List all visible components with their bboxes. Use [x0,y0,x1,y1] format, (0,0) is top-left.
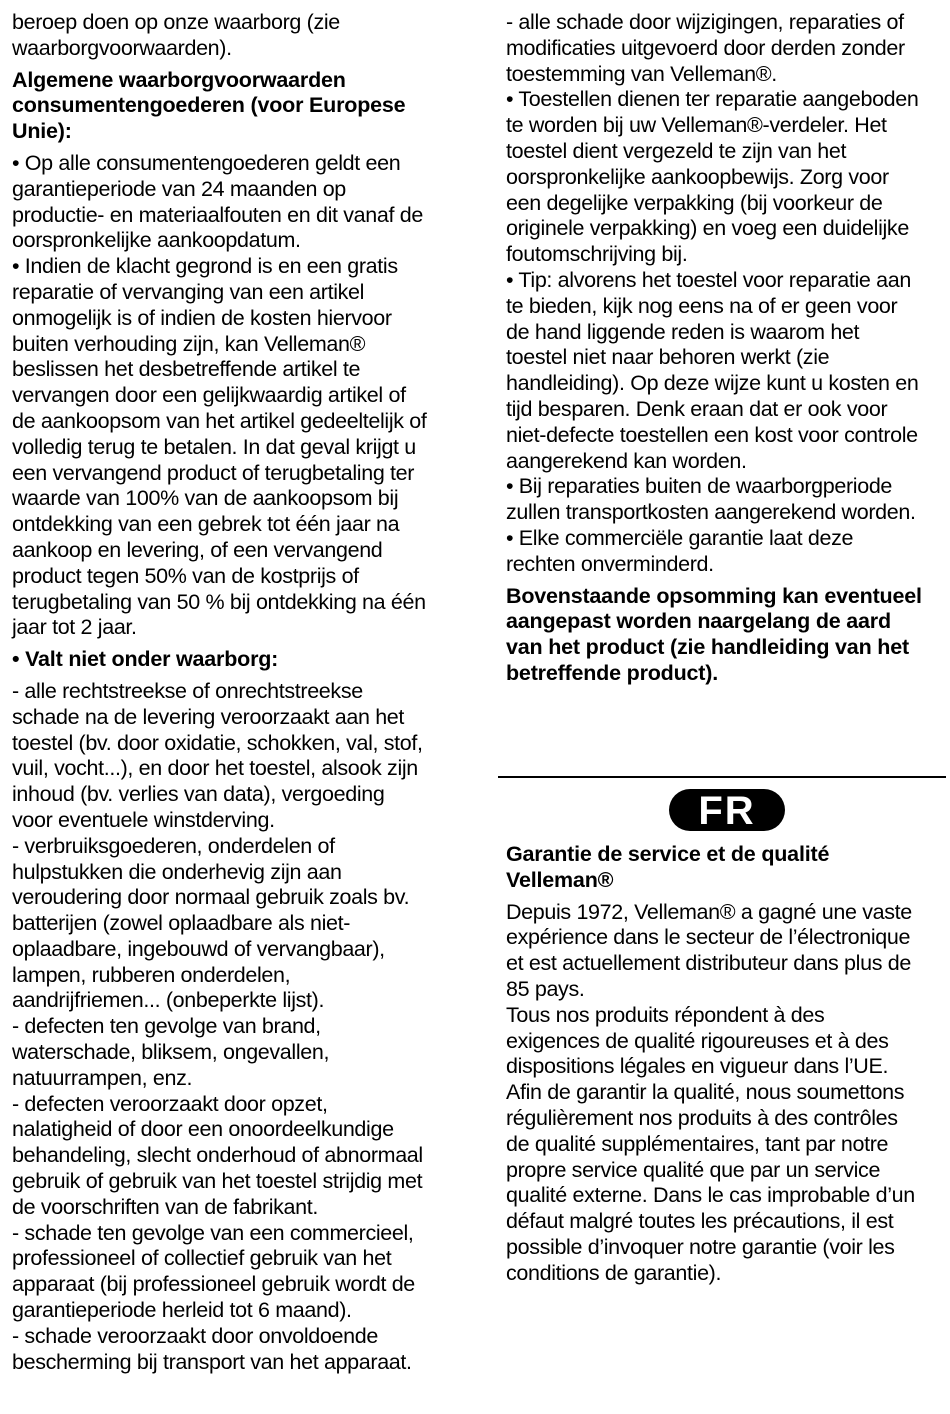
text-line: oplaadbare, ingebouwd of vervangbaar), [12,936,385,961]
heading-line: Velleman® [506,867,614,892]
text-line: bescherming bij transport van het apparaat. [12,1349,412,1374]
text-line: exigences de qualité rigoureuses et à des [506,1028,889,1053]
text-line: buiten verhouding zijn, kan Velleman® [12,331,366,356]
text-line: - verbruiksgoederen, onderdelen of [12,833,335,858]
text-line: productie- en materiaalfouten en dit vanaf de [12,202,423,227]
text-line: professioneel of collectief gebruik van het [12,1246,392,1271]
heading-line: Garantie de service et de qualité [506,842,830,866]
text-line: • Elke commerciële garantie laat deze [506,525,854,550]
text-line: vervangen door een gelijkwaardig artikel of [12,383,406,408]
text-line: régulièrement nos produits à des contrôles [506,1105,898,1130]
text-line: inhoud (bv. verlies van data), vergoeding [12,782,385,807]
text-line: zullen transportkosten aangerekend worden. [506,500,916,525]
text-line: et est actuellement distributeur dans plus de [506,951,911,976]
text-line: beroep doen op onze waarborg (zie [12,10,340,34]
heading-line: aangepast worden naargelang de aard [506,609,891,634]
text-line: gebruik of gebruik van het toestel strijdig met [12,1169,423,1194]
text-line: tijd besparen. Denk eraan dat er ook voor [506,396,888,421]
text-line: • Bij reparaties buiten de waarborgperiode [506,474,893,499]
text-line: oorspronkelijke aankoopdatum. [12,228,301,253]
text-line: lampen, rubberen onderdelen, [12,962,291,987]
text-line: schade na de levering veroorzaakt aan het [12,704,405,729]
text-line: - schade veroorzaakt door onvoldoende [12,1323,378,1348]
text-line: een degelijke verpakking (bij voorkeur de [506,190,883,215]
text-line: - alle rechtstreekse of onrechtstreekse [12,678,363,703]
text-line: niet-defecte toestellen een kost voor controle [506,422,918,447]
text-line: volledig terug te betalen. In dat geval krijgt u [12,434,416,459]
right-column [506,10,944,687]
text-line: - alle schade door wijzigingen, reparaties of [506,10,904,34]
text-line: de aankoopsom van het artikel gedeeltelijk of [12,408,427,433]
text-line: waarde van 100% van de aankoopsom bij [12,486,399,511]
heading-line: Algemene waarborgvoorwaarden [12,67,346,92]
text-line: • Toestellen dienen ter reparatie aangeboden [506,87,919,112]
text-line: modificaties uitgevoerd door derden zonder [506,35,905,60]
text-line: garantieperiode van 24 maanden op [12,176,346,201]
text-line: Depuis 1972, Velleman® a gagné une vaste [506,899,912,924]
text-line: défaut malgré toutes les précautions, il est [506,1209,894,1234]
text-line: - defecten veroorzaakt door opzet, [12,1091,328,1116]
text-line: garantieperiode herleid tot 6 maand). [12,1298,352,1323]
text-line: reparatie of vervanging van een artikel [12,279,365,304]
heading-line: betreffende product). [506,660,718,685]
text-line: originele verpakking) en voeg een duidelijke [506,216,909,241]
text-line: handleiding). Op deze wijze kunt u kosten en [506,371,919,396]
text-line: rechten onverminderd. [506,551,714,576]
text-line: oorspronkelijke aankoopbewijs. Zorg voor [506,164,889,189]
text-line: terugbetaling van 50 % bij ontdekking na één [12,589,426,614]
text-line: de qualité supplémentaires, tant par notre [506,1131,889,1156]
text-line: onmogelijk is of indien de kosten hiervoor [12,305,392,330]
text-line: aankoop en levering, of een vervangend [12,537,383,562]
fr-badge-label: FR [698,789,756,832]
text-line: toestemming van Velleman®. [506,61,777,86]
text-line: conditions de garantie). [506,1260,722,1285]
heading-line: consumentengoederen (voor Europese [12,93,406,118]
text-line: dispositions légales en vigueur dans l’UE. [506,1054,889,1079]
text-line: Afin de garantir la qualité, nous soumettons [506,1080,905,1105]
text-line: de hand liggende reden is waarom het [506,319,860,344]
text-line: te bieden, kijk nog eens na of er geen voor [506,293,898,318]
text-line: de voorschriften van de fabrikant. [12,1194,319,1219]
text-line: jaar tot 2 jaar. [12,615,137,640]
text-line: 85 pays. [506,976,585,1001]
heading-line: • Valt niet onder waarborg: [12,647,279,672]
text-line: hulpstukken die onderhevig zijn aan [12,859,342,884]
text-line: natuurrampen, enz. [12,1065,193,1090]
text-line: propre service qualité que par un service [506,1157,881,1182]
heading-line: van het product (zie handleiding van het [506,635,909,660]
text-line: ontdekking van een gebrek tot één jaar na [12,512,400,537]
text-line: toestel niet naar behoren werkt (zie [506,345,830,370]
text-line: - defecten ten gevolge van brand, [12,1014,321,1039]
left-column [12,10,452,1375]
text-line: • Indien de klacht gegrond is en een gratis [12,254,398,279]
text-line: aandrijfriemen... (onbeperkte lijst). [12,988,325,1013]
heading-line: Unie): [12,119,72,144]
text-line: toestel dient vergezeld te zijn van het [506,138,847,163]
section-divider [498,776,946,778]
text-line: product tegen 50% van de kostprijs of [12,563,359,588]
text-line: apparaat (bij professioneel gebruik wordt de [12,1272,415,1297]
text-line: aangerekend kan worden. [506,448,747,473]
text-line: waarborgvoorwaarden). [12,35,232,60]
text-line: possible d’invoquer notre garantie (voir les [506,1234,895,1259]
text-line: nalatigheid of door een onoordeelkundige [12,1117,394,1142]
text-line: • Tip: alvorens het toestel voor reparatie aan [506,267,911,292]
text-line: te worden bij uw Velleman®-verdeler. Het [506,113,887,138]
text-line: een vervangend product of terugbetaling ter [12,460,415,485]
fr-warranty-section [506,842,944,1287]
heading-line: Bovenstaande opsomming kan eventueel [506,583,922,608]
text-line: toestel (bv. door oxidatie, schokken, val, stof, [12,730,423,755]
text-line: beslissen het desbetreffende artikel te [12,357,361,382]
text-line: batterijen (zowel oplaadbare als niet- [12,911,351,936]
text-line: veroudering door normaal gebruik zoals bv. [12,885,410,910]
fr-language-badge [668,788,786,832]
text-line: waterschade, bliksem, ongevallen, [12,1040,330,1065]
text-line: qualité externe. Dans le cas improbable d’un [506,1183,915,1208]
text-line: behandeling, slecht onderhoud of abnormaal [12,1143,423,1168]
text-line: expérience dans le secteur de l’électronique [506,925,911,950]
text-line: Tous nos produits répondent à des [506,1002,825,1027]
text-line: - schade ten gevolge van een commercieel, [12,1220,414,1245]
text-line: foutomschrijving bij. [506,242,688,267]
text-line: • Op alle consumentengoederen geldt een [12,150,401,175]
text-line: vuil, vocht...), en door het toestel, alsook zijn [12,756,418,781]
text-line: voor eventuele winstderving. [12,807,275,832]
